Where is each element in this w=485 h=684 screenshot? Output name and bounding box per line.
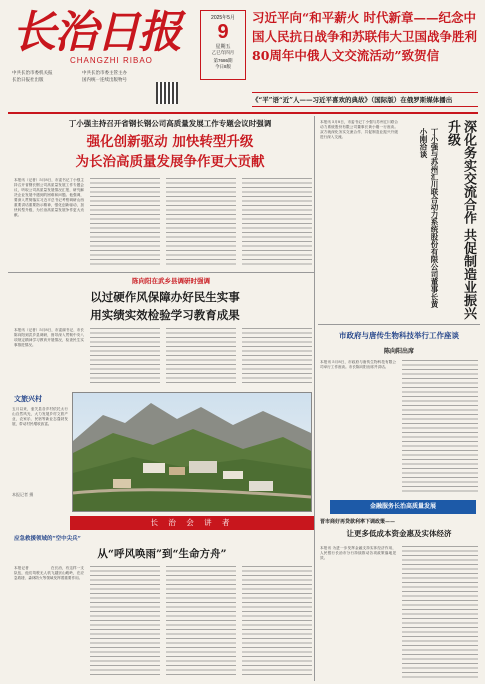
date-year: 2025年5月 — [211, 15, 235, 21]
lead-body-column — [166, 178, 236, 268]
section3-body-column — [90, 566, 160, 678]
column-band-label: 长 治 会 讲 者 — [70, 516, 314, 530]
section2-kicker: 陈向阳在武乡县调研时强调 — [132, 277, 210, 285]
top-headline: 习近平向“和平薪火 时代新章——纪念中国人民抗日战争和苏联伟大卫国战争胜利80周年中俄人文交流活动”致贺信 — [252, 10, 478, 63]
section2-body: 本报讯（记者）5月8日，市委副书记、市长陈向阳到武乡县调研，督导深入贯彻中央八项规定精神学习教育开展情况，检查民生实事推进情况。 — [14, 328, 84, 347]
section3-body-column — [166, 566, 236, 678]
section3-title: 从“呼风唤雨”到“生命方舟” — [97, 548, 227, 560]
photo-caption-body: 五月以来，壶关县各乡村依托太行山自然风光，大力发展乡村文旅产业，农家乐、民宿等新业态蓬勃发展，带动村民增收致富。 — [12, 407, 68, 426]
masthead-info-line: 中共长治市委机关报 — [12, 70, 53, 75]
lead-title-line: 为长治高质量发展争作更大贡献 — [75, 154, 265, 170]
section2-body-column — [90, 328, 160, 386]
village-landscape-photo — [72, 392, 312, 512]
lead-title-line: 强化创新驱动 加快转型升级 — [86, 134, 254, 150]
masthead-info-line: 中共长治市委主管主办 — [82, 70, 127, 75]
photo-caption-title: 文旅兴村 — [14, 394, 42, 403]
qr-code-icon — [156, 82, 178, 104]
section3-kicker: 应急救援领域的“空中尖兵” — [14, 536, 81, 542]
photo-credit: 本报记者 摄 — [12, 492, 34, 497]
right-section3-body: 本报讯 为进一步发挥金融支持实体经济作用，人民银行长治市分行持续推动各项政策落地见效。 — [320, 546, 396, 560]
lead-kicker: 丁小强主持召开省钢长钢公司高质量发展工作专题会议时强调 — [68, 119, 272, 128]
newspaper-logo-english: CHANGZHI RIBAO — [70, 56, 153, 65]
right-section2-subtitle: 陈向阳出席 — [383, 348, 414, 355]
section2-title-line: 用实绩实效检验学习教育成果 — [90, 308, 240, 322]
right-section3-body-column — [402, 546, 478, 678]
right-section2-body-column — [402, 360, 478, 494]
section3-body: 本报记者 在长治，有这样一支队伍，他们驾驶无人机飞越崇山峻岭，在应急救援、森林防火等领域发挥着重要作用。 — [14, 566, 84, 580]
lead-body: 本报讯（记者）5月8日，市委书记丁小强主持召开省钢长钢公司高质量发展工作专题会议，听取公司高质量发展情况汇报，研究解决企业发展中遇到的困难和问题。他强调，要深入贯彻落实习近平总书记考察调研山西重要讲话重要指示精神，强化创新驱动，加快转型升级，为长治高质量发展争作更大贡献。 — [14, 178, 84, 217]
section2-body-column — [166, 328, 236, 386]
masthead-info-line: 长治日报社出版 — [12, 77, 44, 82]
right-feature-subtitle: 丁小强与苏州汇川联合动力系统股份有限公司董事长黄小刚洽谈 — [419, 128, 439, 308]
lead-body-column — [242, 178, 312, 268]
lead-body-column — [90, 178, 160, 268]
right-feature-title: 深化务实交流合作 共促制造业振兴升级 — [445, 120, 476, 320]
masthead — [12, 7, 182, 90]
masthead-info — [12, 69, 152, 83]
date-day: 9 — [217, 21, 229, 43]
photo-caption — [12, 392, 68, 510]
right-section2-body: 本报讯 5月8日，市政府与唐传生物科技有限公司举行工作座谈。市长陈向阳出席并讲话。 — [320, 360, 396, 369]
lead-title — [30, 132, 310, 172]
section2-body-column — [242, 328, 312, 386]
newspaper-logo: 长治日报 — [12, 7, 180, 58]
landscape-illustration — [73, 393, 311, 511]
section-divider — [8, 272, 314, 273]
right-feature — [318, 118, 480, 320]
lunar-date: 乙巳年四月 — [211, 50, 235, 55]
column-divider — [314, 116, 315, 681]
masthead-info-line: 国内统一连续出版物号 — [82, 77, 127, 82]
right-section3-band: 金融服务长治高质量发展 — [330, 500, 476, 514]
issue-number: 第7686期 — [213, 58, 233, 63]
right-section3-kicker: 晋市商好再贷款利率下调政策—— — [320, 519, 396, 525]
section-divider — [318, 324, 480, 325]
top-subheadline: 《“平”语“近”人——习近平喜欢的典故》（国际版）在俄罗斯媒体播出 — [252, 92, 478, 107]
section2-title-line: 以过硬作风保障办好民生实事 — [90, 290, 240, 304]
page-count: 今日8版 — [214, 64, 231, 69]
section2-title — [20, 288, 310, 324]
right-feature-body: 本报讯 5月8日，市委书记丁小强与苏州汇川联合动力系统股份有限公司董事长黄小刚一行座谈。双方就深化务实交流合作、共促制造业振兴升级进行深入交流。 — [320, 120, 398, 139]
weekday: 星期五 — [215, 44, 231, 50]
section3-body-column — [242, 566, 312, 678]
right-section3-title: 让更多低成本资金惠及实体经济 — [346, 529, 452, 538]
right-section2-title: 市政府与唐传生物科技举行工作座谈 — [339, 331, 459, 340]
date-box — [200, 10, 246, 80]
masthead-divider — [8, 112, 478, 114]
